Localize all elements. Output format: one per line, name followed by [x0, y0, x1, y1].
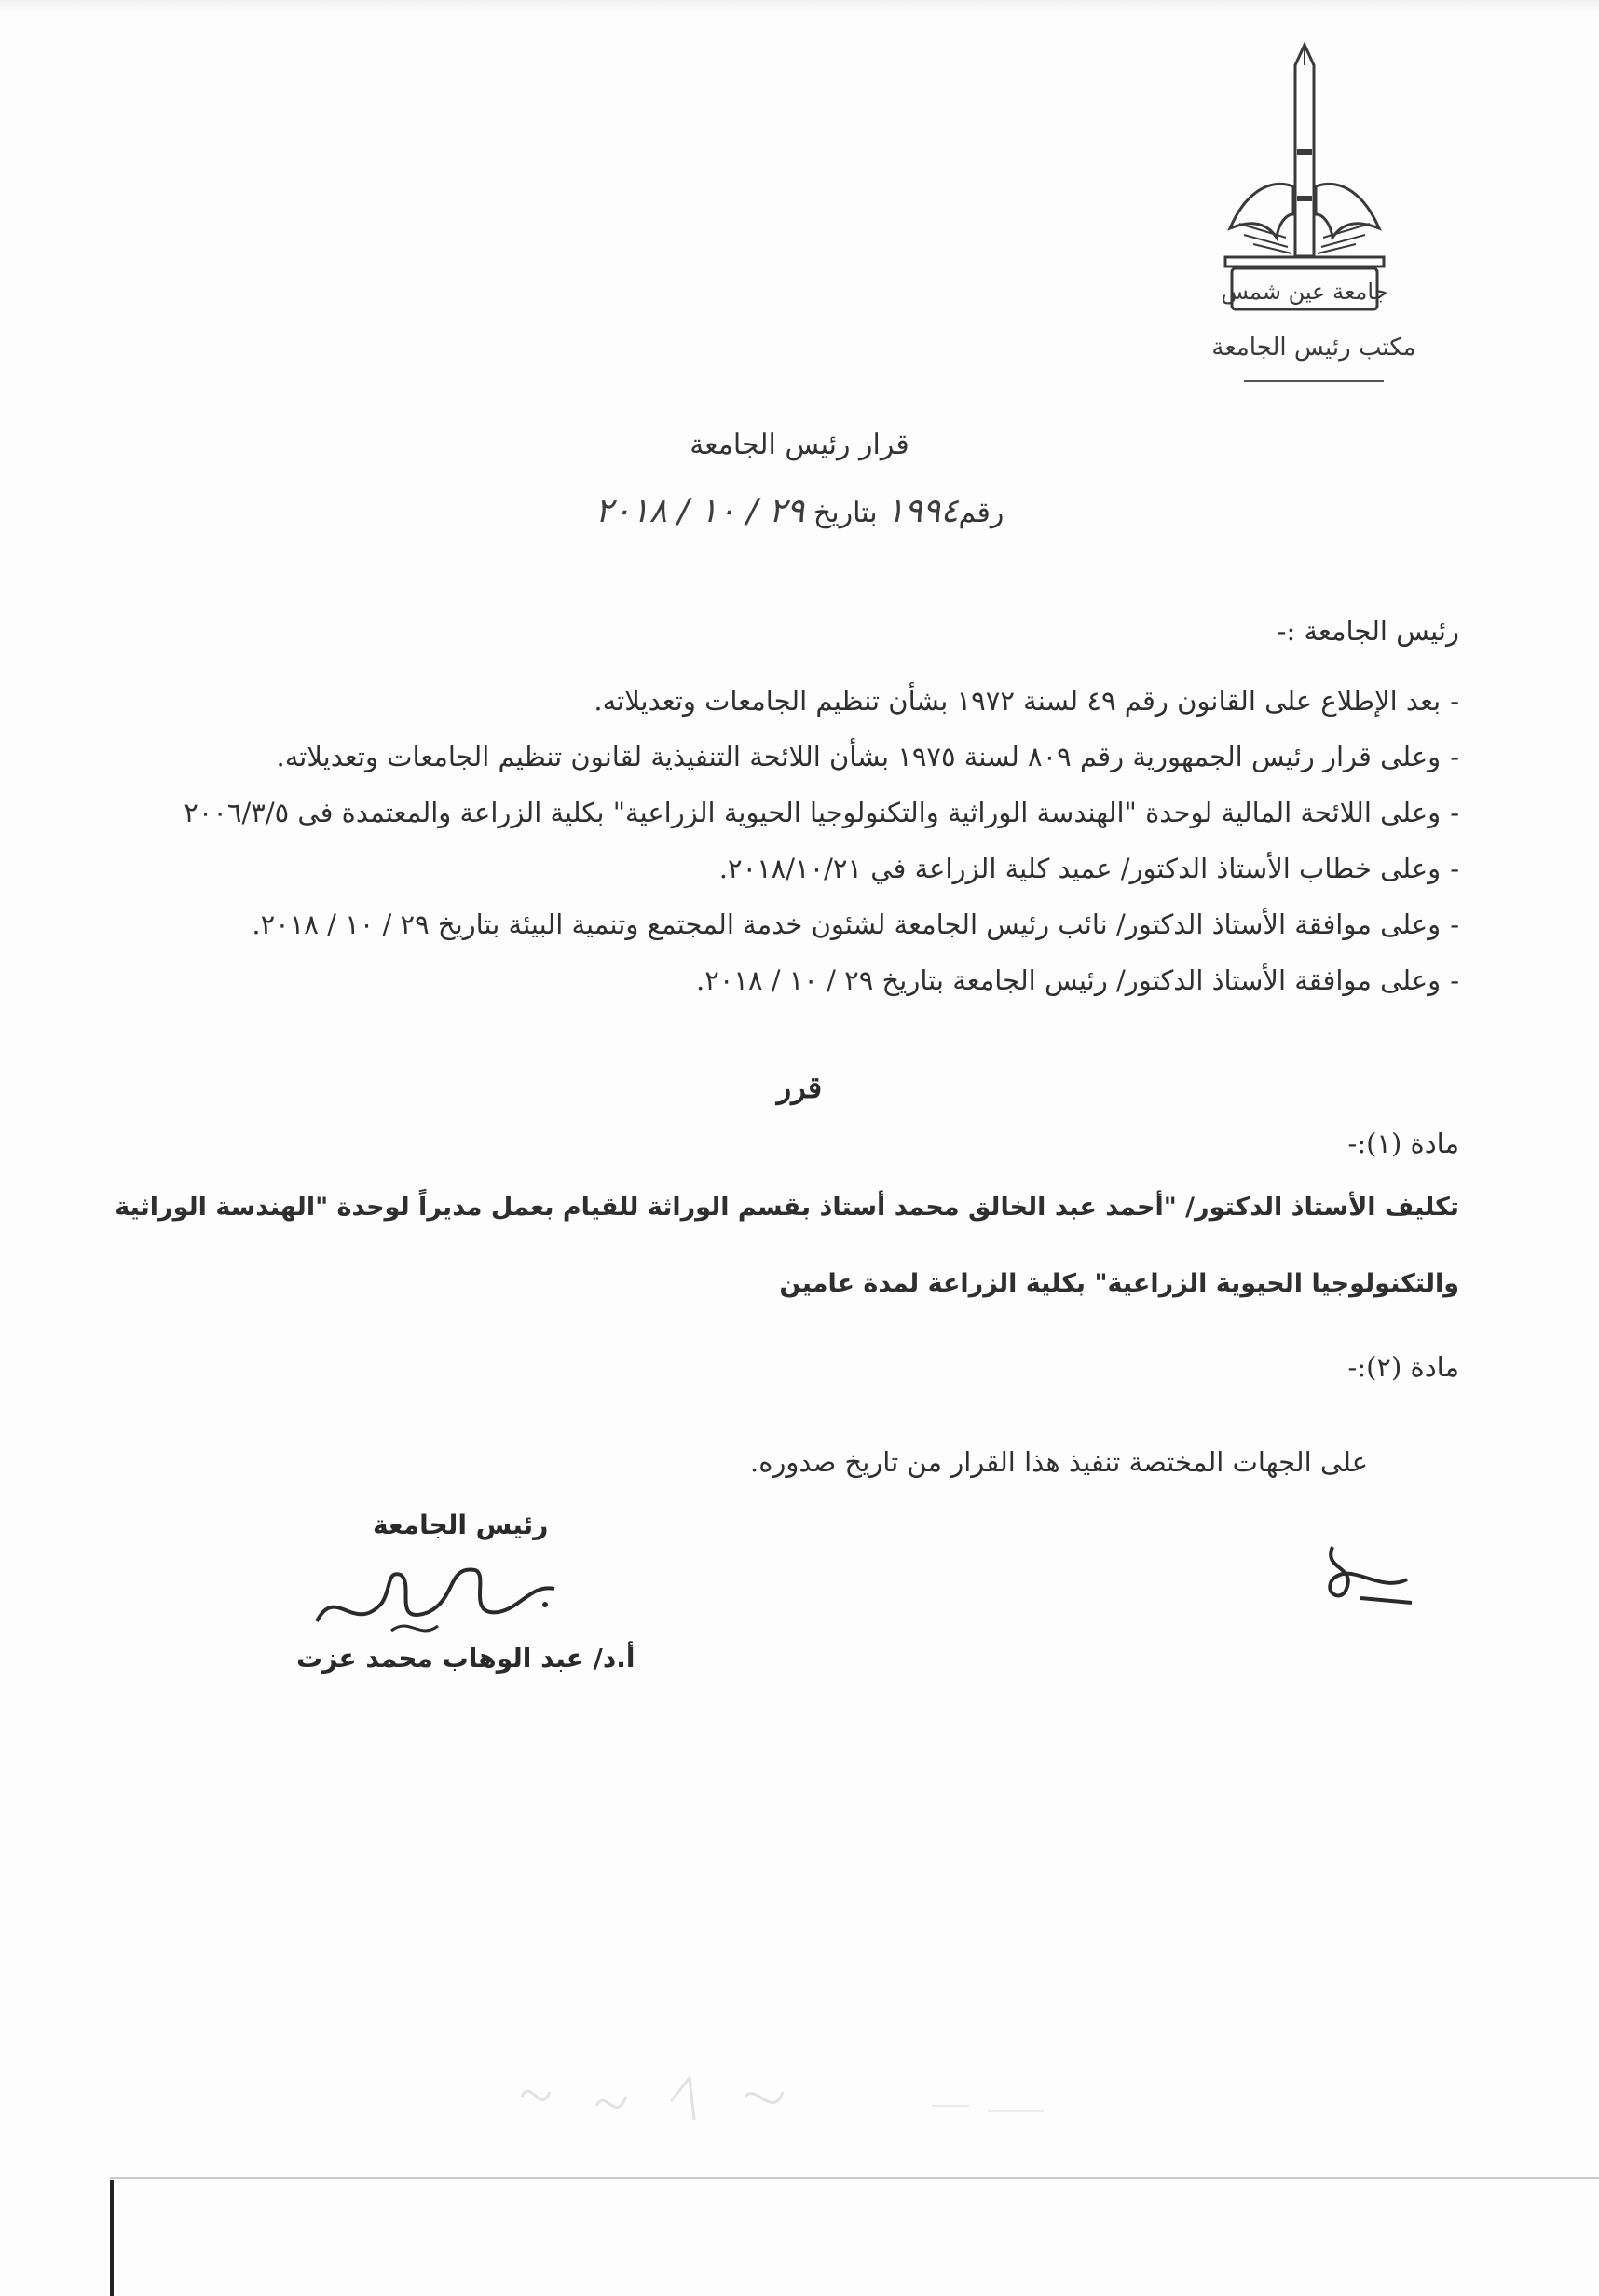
list-item-text: وعلى موافقة الأستاذ الدكتور/ رئيس الجامعة بتاريخ ٢٩ / ١٠ / ٢٠١٨. — [696, 964, 1442, 996]
reference-date-label: بتاريخ — [813, 497, 878, 529]
university-logo — [1211, 37, 1398, 345]
margin-edge-line — [110, 2180, 114, 2296]
list-item-text: بعد الإطلاع على القانون رقم ٤٩ لسنة ١٩٧٢ بشأن تنظيم الجامعات وتعديلاته. — [594, 685, 1442, 717]
reference-date: ٢٩ / ١٠ / ٢٠١٨ — [594, 492, 805, 530]
list-item-text: وعلى خطاب الأستاذ الدكتور/ عميد كلية الزراعة في ٢٠١٨/١٠/٢١. — [718, 853, 1442, 884]
handwritten-signature-icon — [298, 1547, 578, 1649]
article-1-text-line-2: والتكنولوجيا الحيوية الزراعية" بكلية الزراعة لمدة عامين — [779, 1269, 1459, 1298]
university-emblem-icon — [1211, 37, 1398, 317]
reference-line — [0, 492, 1599, 530]
list-item: -بعد الإطلاع على القانون رقم ٤٩ لسنة ١٩٧٢ بشأن تنظيم الجامعات وتعديلاته. — [594, 685, 1459, 717]
article-1-text-line-1: تكليف الأستاذ الدكتور/ "أحمد عبد الخالق محمد أستاذ بقسم الوراثة للقيام بعمل مديراً لوحدة "الهندسة الوراثية — [115, 1193, 1459, 1222]
list-item-text: وعلى موافقة الأستاذ الدكتور/ نائب رئيس الجامعة لشئون خدمة المجتمع وتنمية البيئة بتاريخ ٢٩ / ١٠ / ٢٠١٨. — [252, 909, 1442, 940]
office-caption: مكتب رئيس الجامعة — [1211, 334, 1416, 362]
logo-text: جامعة عين شمس — [1221, 279, 1388, 305]
list-item-text: وعلى قرار رئيس الجمهورية رقم ٨٠٩ لسنة ١٩٧٥ بشأن اللائحة التنفيذية لقانون تنظيم الجامعات وتعديلاته. — [276, 741, 1442, 772]
signer-name: أ.د/ عبد الوهاب محمد عزت — [296, 1643, 636, 1674]
preamble-heading: رئيس الجامعة :- — [1277, 615, 1459, 647]
scan-edge — [0, 0, 1599, 13]
article-2-text: على الجهات المختصة تنفيذ هذا القرار من تاريخ صدوره. — [749, 1446, 1368, 1478]
list-item: -وعلى موافقة الأستاذ الدكتور/ نائب رئيس الجامعة لشئون خدمة المجتمع وتنمية البيئة بتاريخ ٢٩ / ١٠ / ٢٠١٨. — [252, 909, 1459, 940]
initials-signature-icon — [1305, 1528, 1426, 1621]
reference-number: ١٩٩٤ — [886, 492, 959, 530]
reference-prefix: رقم — [958, 497, 1004, 529]
caption-underline — [1244, 380, 1384, 382]
list-item: -وعلى موافقة الأستاذ الدكتور/ رئيس الجامعة بتاريخ ٢٩ / ١٠ / ٢٠١٨. — [696, 964, 1459, 996]
preamble-list — [117, 673, 1459, 1008]
decree-heading: قرر — [776, 1070, 823, 1105]
list-item-text: وعلى اللائحة المالية لوحدة "الهندسة الوراثية والتكنولوجيا الحيوية الزراعية" بكلية الزراعة والمعتمدة فى ٢٠٠٦/٣/٥ — [184, 797, 1442, 828]
bottom-edge-line — [110, 2177, 1599, 2179]
article-1-heading: مادة (١):- — [1347, 1128, 1459, 1159]
signature-title: رئيس الجامعة — [373, 1510, 549, 1540]
list-item: -وعلى اللائحة المالية لوحدة "الهندسة الوراثية والتكنولوجيا الحيوية الزراعية" بكلية الزراعة والمعتمدة فى ٢٠٠٦/٣/٥ — [184, 797, 1459, 828]
list-item: -وعلى قرار رئيس الجمهورية رقم ٨٠٩ لسنة ١٩٧٥ بشأن اللائحة التنفيذية لقانون تنظيم الجامعات وتعديلاته. — [276, 741, 1459, 772]
article-2-heading: مادة (٢):- — [1347, 1351, 1459, 1383]
decision-title: قرار رئيس الجامعة — [690, 429, 909, 461]
list-item: -وعلى خطاب الأستاذ الدكتور/ عميد كلية الزراعة في ٢٠١٨/١٠/٢١. — [718, 853, 1459, 884]
scan-artifacts — [0, 2041, 1599, 2180]
